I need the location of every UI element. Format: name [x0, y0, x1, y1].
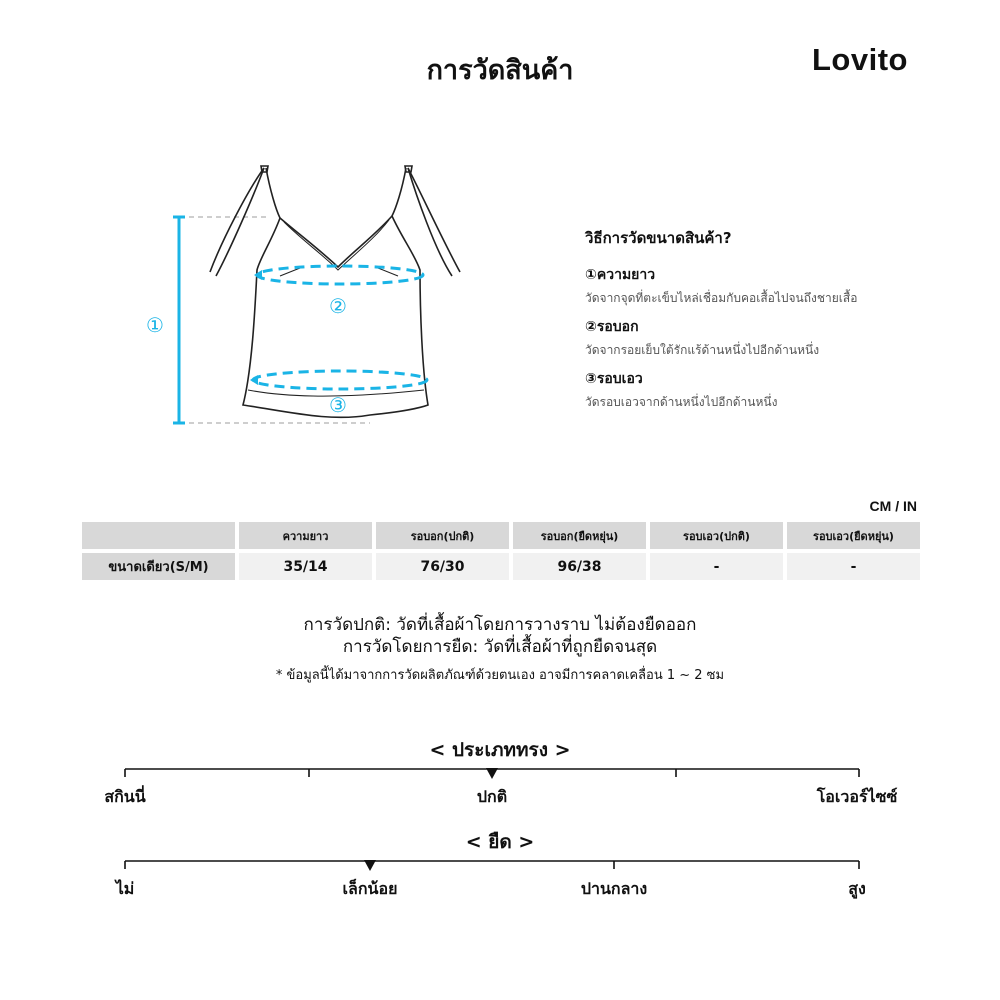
- table-cell: 76/30: [376, 553, 509, 580]
- waist-desc: วัดรอบเอวจากด้านหนึ่งไปอีกด้านหนึ่ง: [585, 395, 778, 409]
- note-normal-measure: การวัดปกติ: วัดที่เสื้อผ้าโดยการวางราบ ไม่ต้องยืดออก: [303, 615, 697, 635]
- fit-selected-marker-icon: [486, 768, 498, 779]
- stretch-selected-marker-icon: [364, 860, 376, 871]
- length-measure-line: [173, 217, 185, 423]
- waist-title: ③รอบเอว: [585, 371, 643, 387]
- fit-scale-bar: [0, 755, 1000, 785]
- length-marker: ①: [146, 313, 164, 337]
- stretch-scale-title: < ยืด >: [465, 831, 535, 853]
- size-table: [78, 518, 924, 584]
- page-title: การวัดสินค้า: [426, 55, 574, 86]
- waist-marker: ③: [329, 393, 347, 417]
- note-disclaimer: * ข้อมูลนี้ได้มาจากการวัดผลิตภัณฑ์ด้วยตนเอง อาจมีการคลาดเคลื่อน 1 ~ 2 ซม: [275, 668, 725, 683]
- length-title: ①ความยาว: [585, 267, 656, 283]
- table-cell: 35/14: [239, 553, 372, 580]
- stretch-label-none: ไม่: [115, 879, 135, 898]
- table-header-cell: [82, 522, 235, 549]
- table-header-cell: รอบเอว(ปกติ): [650, 522, 783, 549]
- table-row: [82, 553, 920, 580]
- measure-instructions: [585, 226, 965, 420]
- fit-label-oversize: โอเวอร์ไซซ์: [816, 787, 898, 806]
- unit-label: CM / IN: [869, 498, 917, 514]
- fit-label-skinny: สกินนี่: [104, 787, 146, 806]
- note-stretch-measure: การวัดโดยการยืด: วัดที่เสื้อผ้าที่ถูกยืดจนสุด: [342, 637, 658, 657]
- garment-diagram: [130, 150, 480, 440]
- bust-marker: ②: [329, 294, 347, 318]
- length-desc: วัดจากจุดที่ตะเข็บไหล่เชื่อมกับคอเสื้อไปจนถึงชายเสื้อ: [585, 291, 858, 305]
- table-header-cell: รอบเอว(ยืดหยุ่น): [787, 522, 920, 549]
- table-cell: -: [787, 553, 920, 580]
- table-cell: 96/38: [513, 553, 646, 580]
- bust-desc: วัดจากรอยเย็บใต้รักแร้ด้านหนึ่งไปอีกด้านหนึ่ง: [585, 343, 820, 357]
- stretch-scale-bar: [0, 847, 1000, 877]
- fit-label-regular: ปกติ: [476, 787, 508, 806]
- stretch-label-medium: ปานกลาง: [580, 879, 648, 898]
- table-header-cell: ความยาว: [239, 522, 372, 549]
- bust-title: ②รอบอก: [585, 319, 639, 335]
- table-header-row: [82, 522, 920, 549]
- brand-logo: Lovito: [812, 42, 908, 77]
- fit-scale-title: < ประเภททรง >: [429, 739, 571, 761]
- table-header-cell: รอบอก(ยืดหยุ่น): [513, 522, 646, 549]
- stretch-label-high: สูง: [848, 879, 866, 898]
- stretch-label-slight: เล็กน้อย: [342, 879, 398, 898]
- table-header-cell: รอบอก(ปกติ): [376, 522, 509, 549]
- table-cell-size: ขนาดเดียว(S/M): [82, 553, 235, 580]
- instructions-heading: วิธีการวัดขนาดสินค้า?: [585, 229, 732, 247]
- table-cell: -: [650, 553, 783, 580]
